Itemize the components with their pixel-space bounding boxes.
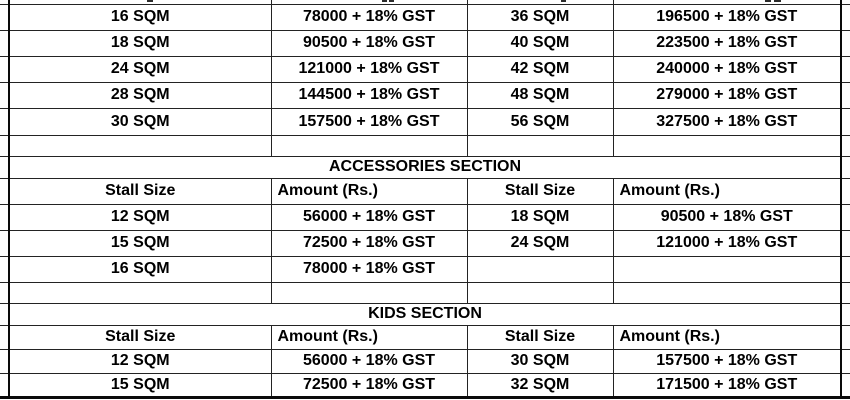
empty-cell [9,135,271,156]
column-header-stall-size: Stall Size [9,325,271,349]
table-row [0,108,850,135]
margin-cell [841,373,850,397]
stall-size-cell: 12 SQM [9,349,271,373]
amount-cell: 196500 + 18% GST [613,4,841,30]
stall-size-cell: 48 SQM [467,82,613,108]
stall-size-cell: 36 SQM [467,4,613,30]
clipped-text-remnant [765,0,771,2]
empty-cell [271,282,467,303]
margin-cell [841,256,850,282]
stall-size-cell: 24 SQM [9,56,271,82]
margin-cell [0,256,9,282]
amount-cell: 78000 + 18% GST [271,4,467,30]
margin-cell [0,156,9,178]
stall-size-cell: 16 SQM [9,4,271,30]
clipped-text-remnant [774,0,781,2]
margin-cell [841,178,850,204]
table-row [0,349,850,373]
section-title-row [0,303,850,325]
empty-cell [9,282,271,303]
column-header-row [0,178,850,204]
amount-cell: 121000 + 18% GST [271,56,467,82]
margin-cell [841,30,850,56]
margin-cell [841,204,850,230]
table-row-empty [0,282,850,303]
empty-cell [467,256,613,282]
margin-cell [841,108,850,135]
margin-cell [0,30,9,56]
amount-cell: 90500 + 18% GST [271,30,467,56]
amount-cell: 240000 + 18% GST [613,56,841,82]
table-row [0,373,850,397]
margin-cell [841,282,850,303]
empty-cell [271,135,467,156]
table-row [0,230,850,256]
stall-size-cell: 15 SQM [9,373,271,397]
table-row [0,30,850,56]
amount-cell: 157500 + 18% GST [271,108,467,135]
amount-cell: 157500 + 18% GST [613,349,841,373]
stall-size-cell: 32 SQM [467,373,613,397]
margin-cell [0,349,9,373]
margin-cell [841,349,850,373]
empty-cell [613,282,841,303]
amount-cell: 56000 + 18% GST [271,349,467,373]
stall-size-cell: 40 SQM [467,30,613,56]
margin-cell [841,135,850,156]
margin-cell [0,230,9,256]
amount-cell: 327500 + 18% GST [613,108,841,135]
column-header-amount: Amount (Rs.) [613,178,841,204]
amount-cell: 90500 + 18% GST [613,204,841,230]
stall-size-cell: 18 SQM [9,30,271,56]
margin-cell [0,325,9,349]
table-row [0,204,850,230]
margin-cell [841,325,850,349]
amount-cell: 78000 + 18% GST [271,256,467,282]
column-header-stall-size: Stall Size [9,178,271,204]
table-row [0,82,850,108]
clipped-text-remnant [389,0,394,2]
column-header-amount: Amount (Rs.) [613,325,841,349]
margin-cell [841,303,850,325]
amount-cell: 171500 + 18% GST [613,373,841,397]
margin-cell [0,178,9,204]
stall-size-cell: 12 SQM [9,204,271,230]
stall-size-cell: 30 SQM [467,349,613,373]
stall-size-cell: 56 SQM [467,108,613,135]
column-header-stall-size: Stall Size [467,325,613,349]
amount-cell: 279000 + 18% GST [613,82,841,108]
column-header-row [0,325,850,349]
table-row [0,4,850,30]
table-row [0,56,850,82]
stall-size-cell: 18 SQM [467,204,613,230]
empty-cell [467,135,613,156]
amount-cell: 121000 + 18% GST [613,230,841,256]
table-row-empty [0,135,850,156]
section-title-row [0,156,850,178]
margin-cell [0,4,9,30]
amount-cell: 144500 + 18% GST [271,82,467,108]
empty-cell [467,282,613,303]
column-header-stall-size: Stall Size [467,178,613,204]
column-header-amount: Amount (Rs.) [271,325,467,349]
margin-cell [0,373,9,397]
clipped-text-remnant [147,0,153,2]
margin-cell [841,230,850,256]
stall-size-cell: 30 SQM [9,108,271,135]
clipped-text-remnant [382,0,387,2]
margin-cell [841,4,850,30]
margin-cell [0,108,9,135]
column-header-amount: Amount (Rs.) [271,178,467,204]
stall-size-cell: 24 SQM [467,230,613,256]
margin-cell [841,82,850,108]
margin-cell [0,204,9,230]
amount-cell: 72500 + 18% GST [271,230,467,256]
stall-size-cell: 15 SQM [9,230,271,256]
margin-cell [841,56,850,82]
margin-cell [0,303,9,325]
empty-cell [613,135,841,156]
stall-size-cell: 42 SQM [467,56,613,82]
margin-cell [0,282,9,303]
empty-cell [613,256,841,282]
table-row [0,256,850,282]
amount-cell: 72500 + 18% GST [271,373,467,397]
margin-cell [841,156,850,178]
margin-cell [0,82,9,108]
amount-cell: 56000 + 18% GST [271,204,467,230]
clipped-text-remnant [561,0,566,2]
margin-cell [0,56,9,82]
section-title-kids: KIDS SECTION [9,303,841,325]
stall-size-cell: 16 SQM [9,256,271,282]
section-title-accessories: ACCESSORIES SECTION [9,156,841,178]
margin-cell [0,135,9,156]
stall-size-cell: 28 SQM [9,82,271,108]
amount-cell: 223500 + 18% GST [613,30,841,56]
